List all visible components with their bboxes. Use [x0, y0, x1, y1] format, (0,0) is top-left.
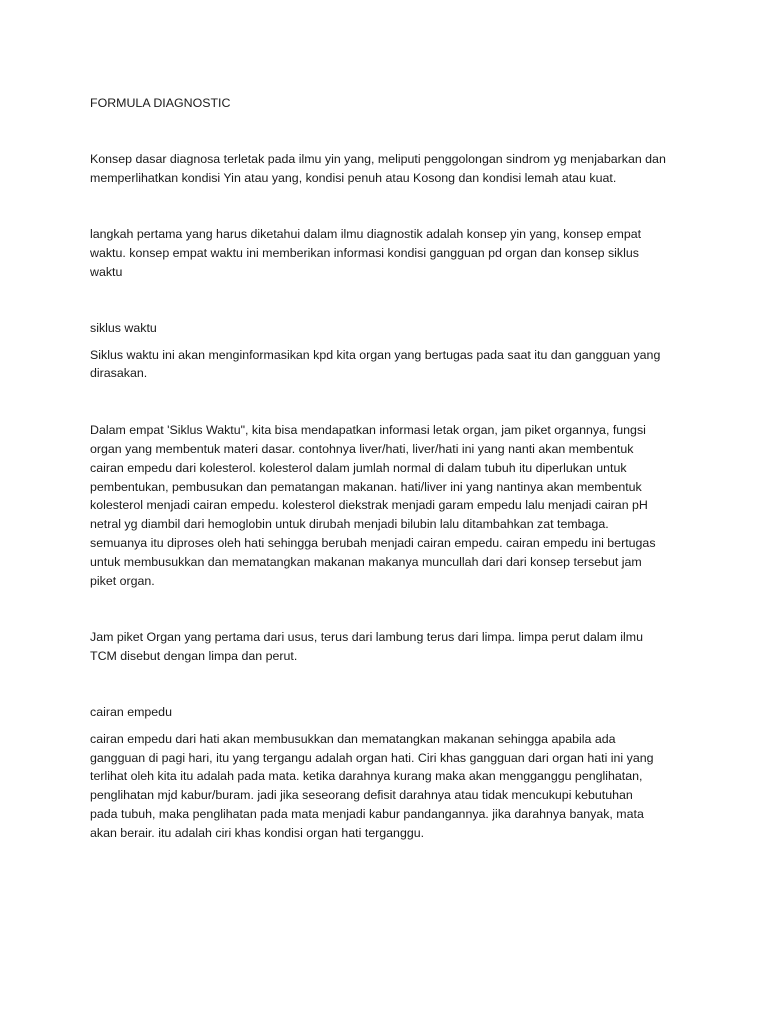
spacer: [90, 722, 690, 730]
heading-siklus-waktu: siklus waktu: [90, 320, 157, 335]
spacer: [90, 590, 690, 628]
paragraph-siklus-waktu: Siklus waktu ini akan menginformasikan kpd kita organ yang bertugas pada saat itu dan gangguan yang dirasakan.: [90, 347, 661, 381]
spacer: [90, 666, 690, 703]
heading-cairan-empedu: cairan empedu: [90, 704, 172, 719]
paragraph-first-step: langkah pertama yang harus diketahui dalam ilmu diagnostik adalah konsep yin yang, konsep empat waktu. konsep empat waktu ini memberikan informasi kondisi gangguan pd organ dan konsep siklus waktu: [90, 227, 642, 279]
spacer: [90, 338, 690, 346]
paragraph-cairan-empedu: cairan empedu dari hati akan membusukkan dan mematangkan makanan sehingga apabila ada gangguan di pagi hari, itu yang tergangu adalah organ hati. Ciri khas gangguan dari organ hati ini yang terlihat oleh kita itu adalah pada mata. ketika darahnya kurang maka akan mengganggu penglihatan, penglihatan mjd kabur/buram. jadi jika seseorang defisit darahnya atau tidak mencukupi kebutuhan pada tubuh, maka penglihatan pada mata menjadi kabur pandangannya. jika darahnya banyak, mata akan berair. itu adalah ciri khas kondisi organ hati terganggu.: [90, 731, 654, 840]
document-body: [90, 94, 690, 843]
spacer: [90, 187, 690, 225]
document-title: FORMULA DIAGNOSTIC: [90, 96, 231, 110]
spacer: [90, 383, 690, 421]
paragraph-empat-siklus: Dalam empat 'Siklus Waktu", kita bisa mendapatkan informasi letak organ, jam piket organnya, fungsi organ yang membentuk materi dasar. contohnya liver/hati, liver/hati ini yang nanti akan membentuk cairan empedu dari kolesterol. kolesterol dalam jumlah normal di dalam tubuh itu diperlukan untuk pembentukan, pembusukan dan pematangan makanan. hati/liver ini yang nantinya akan membentuk kolesterol menjadi cairan empedu. kolesterol diekstrak menjadi garam empedu lalu menjadi cairan pH netral yg diambil dari hemoglobin untuk dirubah menjadi bilubin lalu ditambahkan zat tembaga. semuanya itu diproses oleh hati sehingga berubah menjadi cairan empedu. cairan empedu ini bertugas untuk membusukkan dan mematangkan makanan makanya muncullah dari dari konsep tersebut jam piket organ.: [90, 423, 656, 588]
spacer: [90, 113, 690, 150]
paragraph-jam-piket: Jam piket Organ yang pertama dari usus, terus dari lambung terus dari limpa. limpa perut dalam ilmu TCM disebut dengan limpa dan perut.: [90, 630, 644, 664]
paragraph-intro: Konsep dasar diagnosa terletak pada ilmu yin yang, meliputi penggolongan sindrom yg menjabarkan dan memperlihatkan kondisi Yin atau yang, kondisi penuh atau Kosong dan kondisi lemah atau kuat.: [90, 151, 666, 185]
spacer: [90, 282, 690, 319]
